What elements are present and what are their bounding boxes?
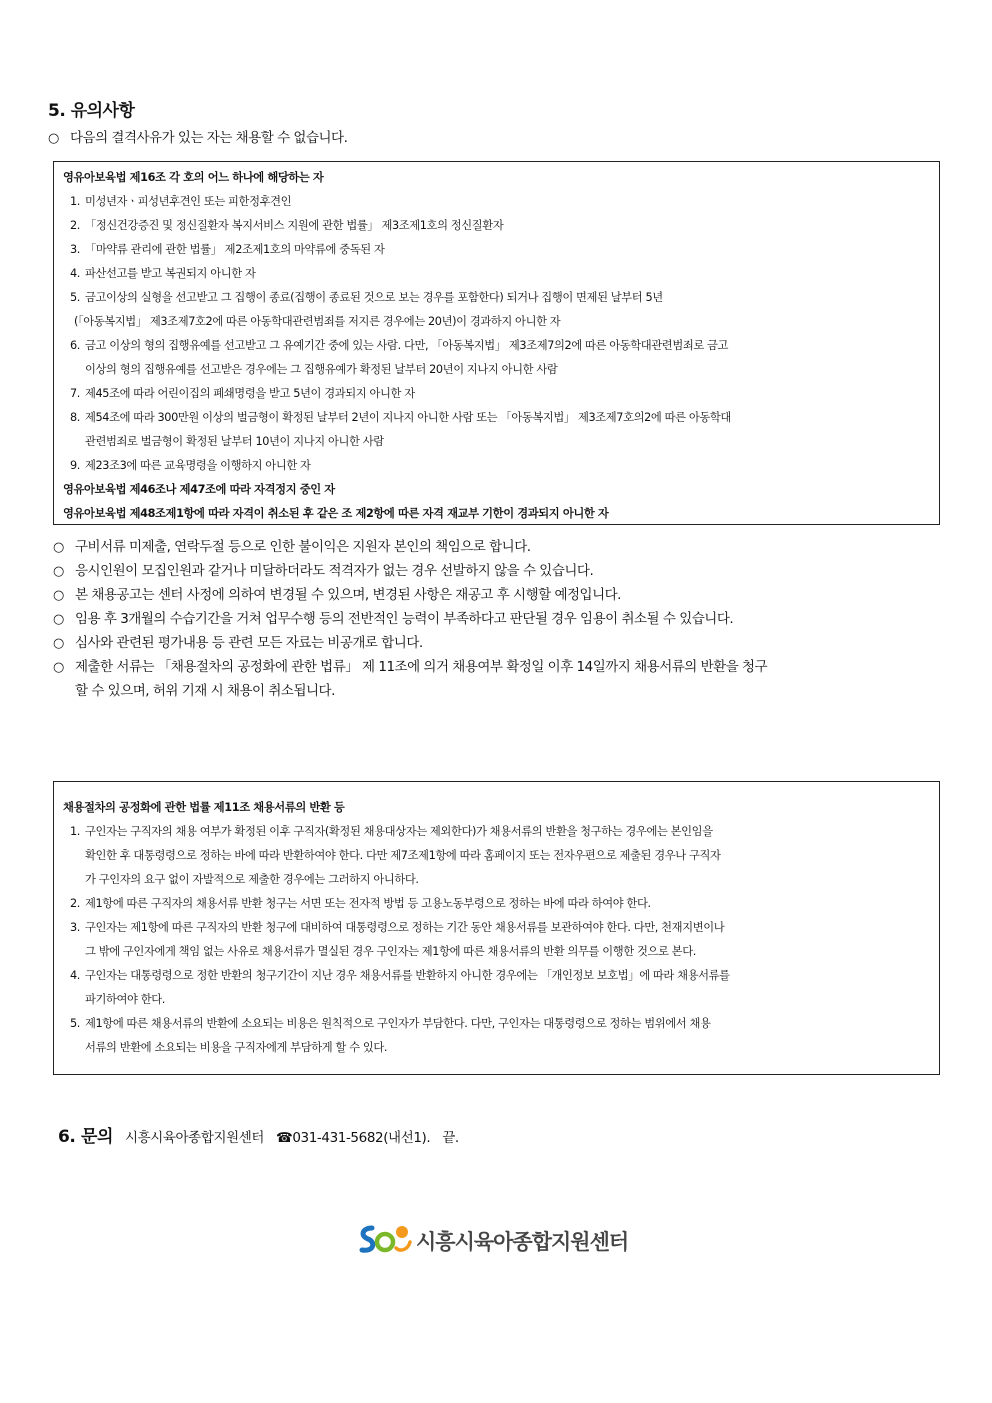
note-text: 제출한 서류는 「채용절차의 공정화에 관한 법류」 제 11조에 의거 채용여부 확정일 이후 14일까지 채용서류의 반환을 청구 [75, 659, 768, 675]
box1-line [63, 289, 663, 305]
line-number: 1. [70, 825, 80, 838]
note-text: 구비서류 미제출, 연락두절 등으로 인한 불이익은 지원자 본인의 책임으로 합니다. [75, 539, 531, 555]
section6-title: 6. 문의 [58, 1127, 114, 1147]
line-text: 「정신건강증진 및 정신질환자 복지서비스 지원에 관한 법률」 제3조제1호의 정신질환자 [85, 219, 504, 232]
line-text: 확인한 후 대통령령으로 정하는 바에 따라 반환하여야 한다. 다만 제7조제1항에 따라 홈페이지 또는 전자우편으로 제출된 경우나 구직자 [85, 849, 721, 862]
box1-line [63, 385, 415, 401]
line-text: 이상의 형의 집행유예를 선고받은 경우에는 그 집행유예가 확정된 날부터 20년이 지나지 아니한 사람 [85, 363, 558, 376]
line-text: 금고 이상의 형의 집행유예를 선고받고 그 유예기간 중에 있는 사람. 다만, 「아동복지법」 제3조제7의2에 따른 아동학대관련범죄로 금고 [85, 339, 729, 352]
note-text: 응시인원이 모집인원과 같거나 미달하더라도 적격자가 없는 경우 선발하지 않을 수 있습니다. [75, 563, 594, 579]
bullet-circle: ○ [53, 564, 64, 579]
box2-line-cont [85, 871, 419, 887]
bullet-circle: ○ [53, 636, 64, 651]
logo-text: 시흥시육아종합지원센터 [416, 1230, 629, 1254]
line-text: 그 밖에 구인자에게 책임 없는 사유로 채용서류가 멸실된 경우 구인자는 제1항에 따른 채용서류의 반환 의무를 이행한 것으로 본다. [85, 945, 696, 958]
line-text: 「마약류 관리에 관한 법률」 제2조제1호의 마약류에 중독된 자 [85, 243, 385, 256]
bullet-circle: ○ [53, 588, 64, 603]
note-item [53, 559, 593, 579]
line-number: 3. [70, 243, 80, 256]
bullet-circle: ○ [48, 131, 59, 146]
line-text: 구인자는 제1항에 따른 구직자의 반환 청구에 대비하여 대통령령으로 정하는 기간 동안 채용서류를 보관하여야 한다. 다만, 천재지변이나 [85, 921, 725, 934]
line-text: 제23조3에 따른 교육명령을 이행하지 아니한 자 [85, 459, 311, 472]
note-item [53, 583, 621, 603]
note-text: 심사와 관련된 평가내용 등 관련 모든 자료는 비공개로 합니다. [75, 635, 423, 651]
box1-line-cont [74, 313, 560, 329]
box1-line [63, 265, 255, 281]
line-number: 4. [70, 969, 80, 982]
note-text: 할 수 있으며, 허위 기재 시 채용이 취소됩니다. [75, 683, 335, 699]
box2-line [63, 895, 651, 911]
note-item [53, 655, 767, 675]
box2-line [63, 823, 713, 839]
line-text: 제1항에 따른 채용서류의 반환에 소요되는 비용은 원칙적으로 구인자가 부담한다. 다만, 구인자는 대통령령으로 정하는 범위에서 채용 [85, 1017, 711, 1030]
line-text: 구인자는 구직자의 채용 여부가 확정된 이후 구직자(확정된 채용대상자는 제외한다)가 채용서류의 반환을 청구하는 경우에는 본인임을 [85, 825, 713, 838]
line-text: 가 구인자의 요구 없이 자발적으로 제출한 경우에는 그러하지 아니하다. [85, 873, 419, 886]
logo-s-shape [362, 1228, 373, 1250]
line-number: 9. [70, 459, 80, 472]
inquiry-phone: 031-431-5682(내선1). [292, 1130, 431, 1146]
box1-heading: 영유아보육법 제16조 각 호의 어느 하나에 해당하는 자 [63, 171, 324, 184]
line-text: 서류의 반환에 소요되는 비용을 구직자에게 부담하게 할 수 있다. [85, 1041, 388, 1054]
line-text: 파산선고를 받고 복권되지 아니한 자 [85, 267, 256, 280]
box2-line-cont [85, 943, 696, 959]
box1-line-cont [85, 433, 384, 449]
box2-line [63, 919, 724, 935]
box1-line [63, 409, 731, 425]
note-item [53, 631, 423, 651]
box2-line [63, 967, 730, 983]
box1-bold-line: 영유아보육법 제46조나 제47조에 따라 자격정지 중인 자 [63, 483, 335, 496]
note-item [53, 535, 531, 555]
note-item-cont [75, 679, 335, 699]
box2-line [63, 1015, 711, 1031]
line-text: 파기하여야 한다. [85, 993, 165, 1006]
box1-line [63, 241, 385, 257]
box1-line [63, 337, 728, 353]
document-return-box [53, 781, 940, 1075]
section5-title: 5. 유의사항 [48, 101, 135, 121]
section5-intro [48, 126, 347, 146]
bullet-circle: ○ [53, 660, 64, 675]
bullet-circle: ○ [53, 612, 64, 627]
line-text: 구인자는 대통령령으로 정한 반환의 청구기간이 지난 경우 채용서류를 반환하지 아니한 경우에는 「개인정보 보호법」에 따라 채용서류를 [85, 969, 730, 982]
logo-o-shape [377, 1234, 393, 1250]
inquiry-org: 시흥시육아종합지원센터 [124, 1130, 265, 1146]
box1-line-cont [85, 361, 557, 377]
line-number: 7. [70, 387, 80, 400]
box1-line [63, 457, 311, 473]
line-text: 관련범죄로 벌금형이 확정된 날부터 10년이 지나지 아니한 사람 [85, 435, 384, 448]
center-logo [358, 1220, 648, 1260]
line-number: 8. [70, 411, 80, 424]
line-number: 5. [70, 1017, 80, 1030]
logo-mark-icon [358, 1222, 414, 1258]
logo-arc [396, 1242, 410, 1250]
note-text: 본 채용공고는 센터 사정에 의하여 변경될 수 있으며, 변경된 사항은 재공고 후 시행할 예정입니다. [75, 587, 621, 603]
line-text: 미성년자ㆍ피성년후견인 또는 피한정후견인 [85, 195, 292, 208]
line-text: 제45조에 따라 어린이집의 폐쇄명령을 받고 5년이 경과되지 아니한 자 [85, 387, 415, 400]
line-text: (「아동복지법」 제3조제7호2에 따른 아동학대관련범죄를 저지른 경우에는 20년)이 경과하지 아니한 자 [74, 315, 561, 328]
line-number: 5. [70, 291, 80, 304]
inquiry-line [58, 1122, 459, 1147]
line-number: 2. [70, 897, 80, 910]
box2-line-cont [85, 1039, 387, 1055]
bullet-circle: ○ [53, 540, 64, 555]
disqualification-box [53, 161, 940, 525]
box2-heading: 채용절차의 공정화에 관한 법률 제11조 채용서류의 반환 등 [63, 801, 345, 814]
line-number: 6. [70, 339, 80, 352]
box2-line-cont [85, 847, 721, 863]
line-text: 제1항에 따른 구직자의 채용서류 반환 청구는 서면 또는 전자적 방법 등 고용노동부령으로 정하는 바에 따라 하여야 한다. [85, 897, 651, 910]
box1-bold-line: 영유아보육법 제48조제1항에 따라 자격이 취소된 후 같은 조 제2항에 따른 자격 재교부 기한이 경과되지 아니한 자 [63, 507, 609, 520]
line-text: 제54조에 따라 300만원 이상의 벌금형이 확정된 날부터 2년이 지나지 아니한 사람 또는 「아동복지법」 제3조제7호의2에 따른 아동학대 [85, 411, 731, 424]
line-number: 1. [70, 195, 80, 208]
note-item [53, 607, 733, 627]
end-mark: 끝. [442, 1130, 459, 1146]
line-text: 금고이상의 실형을 선고받고 그 집행이 종료(집행이 종료된 것으로 보는 경우를 포함한다) 되거나 집행이 면제된 날부터 5년 [85, 291, 663, 304]
line-number: 4. [70, 267, 80, 280]
line-number: 3. [70, 921, 80, 934]
box1-line [63, 193, 291, 209]
line-number: 2. [70, 219, 80, 232]
note-text: 임용 후 3개월의 수습기간을 거쳐 업무수행 등의 전반적인 능력이 부족하다고 판단될 경우 임용이 취소될 수 있습니다. [75, 611, 734, 627]
logo-sun-dot [396, 1226, 408, 1238]
box1-line [63, 217, 503, 233]
intro-text: 다음의 결격사유가 있는 자는 채용할 수 없습니다. [70, 130, 348, 146]
phone-icon: ☎ [275, 1130, 293, 1146]
box2-line-cont [85, 991, 165, 1007]
